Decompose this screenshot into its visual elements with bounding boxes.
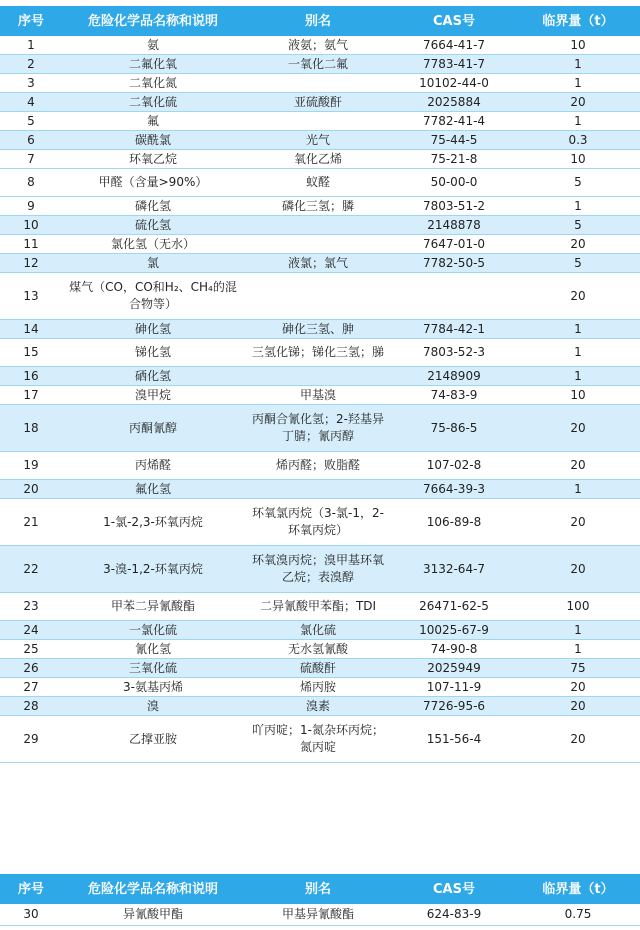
cell-name: 乙撑亚胺 [128,731,177,746]
cell-no: 1 [27,37,35,52]
cell-no: 16 [23,368,39,383]
col-header-no: 序号 [17,881,44,897]
table-header-2 [0,874,640,904]
cell-cas: 7803-51-2 [422,198,486,213]
cell-no: 26 [23,660,39,675]
cell-cas: 75-44-5 [430,132,478,147]
table-row [0,621,640,640]
cell-threshold: 1 [574,56,582,71]
cell-alias: 吖丙啶；1-氮杂环丙烷；氮丙啶 [252,723,384,754]
table-header [0,6,640,36]
cell-no: 13 [23,288,39,303]
cell-alias: 溴素 [305,698,330,713]
cell-alias: 无水氢氰酸 [287,641,348,656]
cell-no: 29 [23,731,39,746]
cell-name: 溴 [146,698,159,713]
cell-name: 甲苯二异氰酸酯 [110,599,195,613]
cell-no: 10 [23,217,39,232]
cell-cas: 106-89-8 [426,514,482,529]
table-row [0,216,640,235]
cell-threshold: 20 [570,236,586,251]
cell-threshold: 1 [574,481,582,496]
table-row [0,131,640,150]
cell-alias: 硫酸酐 [299,660,336,675]
col-header-name: 危险化学品名称和说明 [87,881,218,897]
table-row [0,320,640,339]
cell-alias: 砷化三氢、胂 [281,321,354,336]
cell-cas: 2148878 [427,217,481,232]
cell-alias: 光气 [305,132,330,147]
cell-no: 3 [27,75,35,90]
cell-name: 甲醛（含量>90%） [98,175,208,189]
cell-name: 环氧乙烷 [128,151,177,166]
table-row [0,150,640,169]
table-row [0,254,640,273]
cell-no: 14 [23,321,39,336]
cell-name: 砷化氢 [134,321,171,336]
cell-threshold: 20 [570,561,586,576]
table-body [0,36,640,763]
table-row [0,716,640,763]
cell-no: 6 [27,132,35,147]
cell-no: 8 [27,175,35,189]
cell-threshold: 10 [570,387,586,402]
cell-alias: 甲基异氰酸酯 [281,907,354,921]
col-header-threshold: 临界量（t） [542,881,614,897]
cell-threshold: 1 [574,622,582,637]
cell-name: 硫化氢 [134,217,171,232]
cell-threshold: 1 [574,368,582,383]
cell-cas: 7664-39-3 [422,481,486,496]
cell-name: 二氧化硫 [128,94,177,109]
table-row [0,697,640,716]
cell-cas: 624-83-9 [426,907,482,921]
cell-name: 锑化氢 [134,345,171,359]
cell-name: 1-氯-2,3-环氧丙烷 [103,514,203,529]
table-row [0,235,640,254]
table-row [0,273,640,320]
cell-threshold: 0.3 [568,132,588,147]
col-header-alias: 别名 [304,13,331,29]
cell-name: 一氯化硫 [128,622,177,637]
cell-name: 三氧化硫 [128,660,177,675]
cell-no: 18 [23,420,39,435]
cell-no: 20 [23,481,39,496]
cell-alias: 氯化硫 [299,622,336,637]
table-row [0,74,640,93]
cell-cas: 151-56-4 [426,731,482,746]
cell-alias: 烯丙醛；败脂醛 [275,458,360,472]
cell-cas: 75-86-5 [430,420,478,435]
chemical-table-continued [0,874,640,926]
table-row [0,640,640,659]
cell-name: 溴甲烷 [134,387,171,402]
table-row [0,197,640,216]
cell-threshold: 5 [574,255,582,270]
cell-no: 12 [23,255,39,270]
table-row [0,112,640,131]
cell-threshold: 1 [574,198,582,213]
cell-cas: 50-00-0 [430,175,478,189]
table-body-2 [0,904,640,926]
cell-name: 丙烯醛 [134,458,171,472]
cell-threshold: 20 [570,698,586,713]
cell-alias: 液氯；氯气 [287,255,348,270]
cell-alias: 液氨；氨气 [287,37,348,52]
cell-threshold: 1 [574,641,582,656]
cell-no: 15 [23,345,39,359]
cell-threshold: 75 [570,660,586,675]
cell-threshold: 20 [570,731,586,746]
cell-threshold: 5 [574,217,582,232]
cell-name: 3-氨基丙烯 [123,679,183,694]
table-row [0,452,640,480]
table-row [0,55,640,74]
cell-alias: 二异氰酸甲苯酯；TDI [259,599,377,613]
col-header-name: 危险化学品名称和说明 [87,13,218,29]
cell-threshold: 10 [570,151,586,166]
cell-threshold: 20 [570,458,586,472]
table-row [0,904,640,926]
cell-threshold: 1 [574,321,582,336]
cell-alias: 环氧氯丙烷（3-氯-1，2-环氧丙烷） [252,506,384,537]
cell-name: 二氟化氧 [128,56,177,71]
cell-cas: 7664-41-7 [422,37,486,52]
cell-threshold: 5 [574,175,582,189]
cell-cas: 7803-52-3 [422,345,486,359]
col-header-cas: CAS号 [433,13,475,29]
cell-cas: 7647-01-0 [422,236,486,251]
table-row [0,36,640,55]
cell-threshold: 20 [570,514,586,529]
cell-alias: 亚硫酸酐 [293,94,342,109]
cell-no: 28 [23,698,39,713]
table-row [0,593,640,621]
table-row [0,339,640,367]
cell-threshold: 1 [574,345,582,359]
cell-cas: 7784-42-1 [422,321,486,336]
col-header-cas: CAS号 [433,881,475,897]
table-row [0,678,640,697]
cell-threshold: 20 [570,94,586,109]
cell-name: 二氧化氮 [128,75,177,90]
cell-no: 11 [23,236,39,251]
cell-no: 5 [27,113,35,128]
cell-no: 17 [23,387,39,402]
col-header-alias: 别名 [304,881,331,897]
col-header-threshold: 临界量（t） [542,13,614,29]
cell-name: 氨 [146,37,159,52]
cell-no: 4 [27,94,35,109]
cell-alias: 一氧化二氟 [287,56,348,71]
table-row [0,499,640,546]
cell-cas: 10025-67-9 [419,622,489,637]
cell-cas: 10102-44-0 [419,75,489,90]
cell-cas: 75-21-8 [430,151,478,166]
cell-cas: 107-02-8 [426,458,482,472]
cell-cas: 7782-50-5 [422,255,486,270]
cell-name: 3-溴-1,2-环氧丙烷 [103,561,203,576]
cell-no: 9 [27,198,35,213]
cell-alias: 甲基溴 [299,387,336,402]
cell-name: 碳酰氯 [134,132,171,147]
cell-threshold: 20 [570,679,586,694]
cell-name: 氰化氢 [134,641,171,656]
cell-threshold: 1 [574,113,582,128]
cell-alias: 氧化乙烯 [293,151,342,166]
cell-name: 氟 [146,113,159,128]
cell-no: 22 [23,561,39,576]
cell-threshold: 0.75 [564,907,592,921]
cell-no: 30 [23,907,39,921]
cell-no: 27 [23,679,39,694]
cell-alias: 丙酮合氰化氢；2-羟基异丁腈；氰丙醇 [252,412,384,443]
cell-no: 19 [23,458,39,472]
cell-no: 23 [23,599,39,613]
cell-name: 磷化氢 [134,198,171,213]
cell-threshold: 10 [570,37,586,52]
cell-cas: 3132-64-7 [422,561,486,576]
table-row [0,480,640,499]
cell-no: 7 [27,151,35,166]
cell-name: 煤气（CO，CO和H₂、CH₄的混合物等） [69,280,237,311]
cell-alias: 环氧溴丙烷；溴甲基环氧乙烷；表溴醇 [252,553,385,584]
cell-name: 氟化氢 [134,481,171,496]
cell-name: 氯化氢（无水） [110,236,195,251]
cell-alias: 磷化三氢；膦 [281,198,354,213]
chemical-table [0,6,640,763]
table-row [0,367,640,386]
cell-alias: 三氢化锑；锑化三氢；䏲 [252,345,385,359]
cell-name: 异氰酸甲酯 [122,907,183,921]
cell-cas: 2025949 [427,660,481,675]
cell-cas: 7726-95-6 [422,698,486,713]
cell-threshold: 1 [574,75,582,90]
cell-no: 25 [23,641,39,656]
cell-no: 2 [27,56,35,71]
cell-cas: 2148909 [427,368,481,383]
cell-cas: 107-11-9 [426,679,482,694]
cell-alias: 蚁醛 [305,175,330,189]
cell-threshold: 20 [570,288,586,303]
cell-name: 丙酮氰醇 [128,420,177,435]
cell-cas: 74-90-8 [430,641,478,656]
table-row [0,386,640,405]
cell-name: 硒化氢 [134,368,171,383]
table-row [0,546,640,593]
cell-threshold: 20 [570,420,586,435]
table-row [0,93,640,112]
table-row [0,405,640,452]
table-row [0,659,640,678]
cell-name: 氯 [146,255,159,270]
cell-threshold: 100 [566,599,590,613]
cell-cas: 7783-41-7 [422,56,486,71]
cell-no: 24 [23,622,39,637]
cell-alias: 烯丙胺 [299,679,336,694]
cell-cas: 26471-62-5 [419,599,489,613]
col-header-no: 序号 [17,13,44,29]
cell-cas: 74-83-9 [430,387,478,402]
cell-cas: 7782-41-4 [422,113,486,128]
cell-no: 21 [23,514,39,529]
cell-cas: 2025884 [427,94,481,109]
table-row [0,169,640,197]
